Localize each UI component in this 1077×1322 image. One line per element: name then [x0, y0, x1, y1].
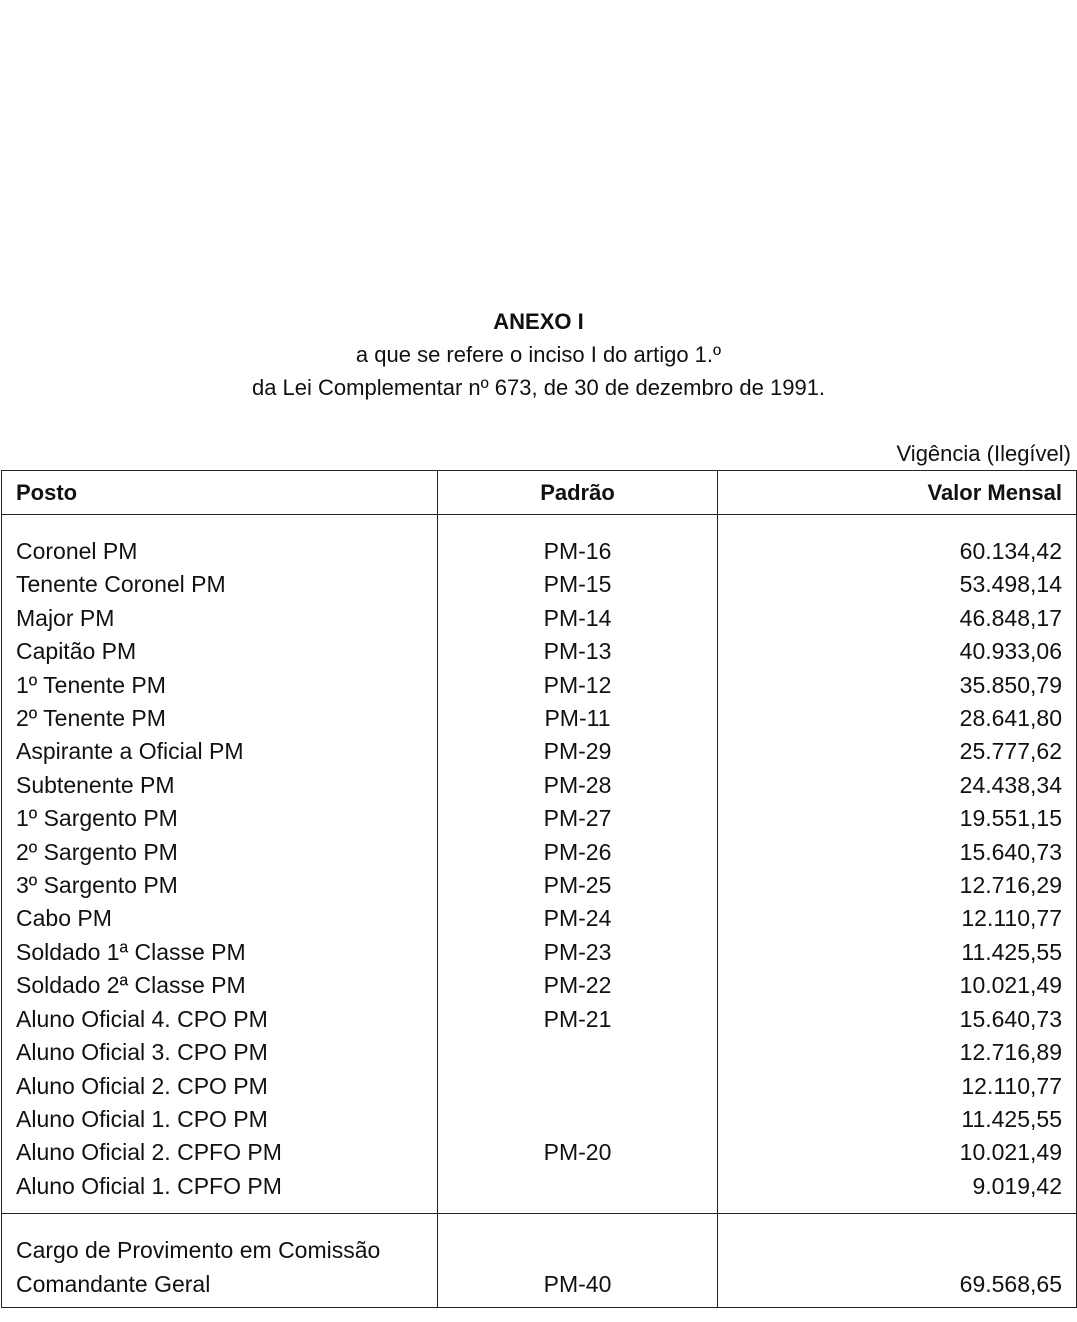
cell-valor: 25.777,62 [718, 735, 1077, 768]
salary-table [1, 470, 1077, 1308]
table-row [2, 669, 1077, 702]
table-row [2, 769, 1077, 802]
cell-padrao: PM-13 [438, 635, 718, 668]
annex-title: ANEXO I [493, 309, 584, 334]
table-row [2, 1170, 1077, 1203]
cell-padrao: PM-27 [438, 802, 718, 835]
cell-padrao: PM-14 [438, 602, 718, 635]
cell-valor: 19.551,15 [718, 802, 1077, 835]
table-row [2, 568, 1077, 601]
cell-posto: Aluno Oficial 4. CPO PM [2, 1003, 438, 1036]
cell-padrao: PM-12 [438, 669, 718, 702]
cell-posto: Aluno Oficial 3. CPO PM [2, 1036, 438, 1069]
cell-valor: 12.716,29 [718, 869, 1077, 902]
cell-padrao: PM-28 [438, 769, 718, 802]
cell-valor: 46.848,17 [718, 602, 1077, 635]
cell-valor: 24.438,34 [718, 769, 1077, 802]
spacer-row [2, 1203, 1077, 1214]
cell-posto: Aspirante a Oficial PM [2, 735, 438, 768]
cell-posto: 2º Tenente PM [2, 702, 438, 735]
table-row [2, 969, 1077, 1002]
cell-valor: 15.640,73 [718, 1003, 1077, 1036]
table-row [2, 535, 1077, 568]
cell-padrao [438, 1070, 718, 1103]
table-row [2, 1070, 1077, 1103]
cell-padrao: PM-23 [438, 936, 718, 969]
cell-padrao: PM-21 [438, 1003, 718, 1036]
cell-padrao [438, 1036, 718, 1069]
cell-posto: 3º Sargento PM [2, 869, 438, 902]
cell-valor: 11.425,55 [718, 936, 1077, 969]
cell-posto: Comandante Geral [2, 1268, 438, 1308]
table-row [2, 635, 1077, 668]
annex-subtitle-line-2: da Lei Complementar nº 673, de 30 de dezembro de 1991. [251, 375, 826, 400]
empty-cell [718, 1214, 1077, 1268]
cell-posto: Aluno Oficial 1. CPO PM [2, 1103, 438, 1136]
cell-padrao: PM-15 [438, 568, 718, 601]
table-row [2, 702, 1077, 735]
cell-valor: 60.134,42 [718, 535, 1077, 568]
vigencia-note: Vigência (Ilegível) [896, 441, 1071, 466]
table-body [2, 515, 1077, 1308]
commission-heading: Cargo de Provimento em Comissão [2, 1214, 438, 1268]
table-row [2, 1036, 1077, 1069]
cell-valor: 28.641,80 [718, 702, 1077, 735]
column-header-valor-mensal: Valor Mensal [718, 471, 1077, 515]
cell-posto: Major PM [2, 602, 438, 635]
cell-padrao: PM-25 [438, 869, 718, 902]
cell-padrao: PM-11 [438, 702, 718, 735]
cell-valor: 12.110,77 [718, 1070, 1077, 1103]
cell-valor: 11.425,55 [718, 1103, 1077, 1136]
spacer-row [2, 515, 1077, 536]
table-row [2, 735, 1077, 768]
cell-padrao: PM-40 [438, 1268, 718, 1308]
cell-valor: 10.021,49 [718, 1136, 1077, 1169]
cell-posto: Soldado 1ª Classe PM [2, 936, 438, 969]
document-header [0, 305, 1077, 404]
cell-valor: 53.498,14 [718, 568, 1077, 601]
cell-posto: 1º Tenente PM [2, 669, 438, 702]
cell-valor: 12.110,77 [718, 902, 1077, 935]
annex-subtitle-line-1: a que se refere o inciso I do artigo 1.º [355, 342, 722, 367]
cell-padrao: PM-29 [438, 735, 718, 768]
cell-valor: 15.640,73 [718, 836, 1077, 869]
cell-padrao: PM-26 [438, 836, 718, 869]
table-row [2, 802, 1077, 835]
cell-posto: 1º Sargento PM [2, 802, 438, 835]
cell-padrao [438, 1103, 718, 1136]
cell-padrao: PM-24 [438, 902, 718, 935]
table-row [2, 902, 1077, 935]
column-header-padrao: Padrão [438, 471, 718, 515]
table-row [2, 602, 1077, 635]
cell-valor: 10.021,49 [718, 969, 1077, 1002]
table-header-row [2, 471, 1077, 515]
cell-posto: Coronel PM [2, 535, 438, 568]
cell-posto: Subtenente PM [2, 769, 438, 802]
table-row [2, 1268, 1077, 1308]
cell-valor: 9.019,42 [718, 1170, 1077, 1203]
cell-posto: Soldado 2ª Classe PM [2, 969, 438, 1002]
table-row [2, 869, 1077, 902]
cell-posto: Tenente Coronel PM [2, 568, 438, 601]
cell-valor: 69.568,65 [718, 1268, 1077, 1308]
table-row [2, 1103, 1077, 1136]
cell-padrao: PM-20 [438, 1136, 718, 1169]
empty-cell [438, 1214, 718, 1268]
cell-padrao: PM-22 [438, 969, 718, 1002]
cell-valor: 12.716,89 [718, 1036, 1077, 1069]
cell-posto: Aluno Oficial 2. CPFO PM [2, 1136, 438, 1169]
table-row [2, 1136, 1077, 1169]
table-row [2, 1003, 1077, 1036]
cell-posto: Aluno Oficial 2. CPO PM [2, 1070, 438, 1103]
table-row [2, 936, 1077, 969]
commission-heading-row [2, 1214, 1077, 1268]
cell-posto: Aluno Oficial 1. CPFO PM [2, 1170, 438, 1203]
cell-padrao [438, 1170, 718, 1203]
cell-valor: 40.933,06 [718, 635, 1077, 668]
column-header-posto: Posto [2, 471, 438, 515]
cell-posto: 2º Sargento PM [2, 836, 438, 869]
table-row [2, 836, 1077, 869]
cell-padrao: PM-16 [438, 535, 718, 568]
cell-posto: Capitão PM [2, 635, 438, 668]
cell-valor: 35.850,79 [718, 669, 1077, 702]
cell-posto: Cabo PM [2, 902, 438, 935]
